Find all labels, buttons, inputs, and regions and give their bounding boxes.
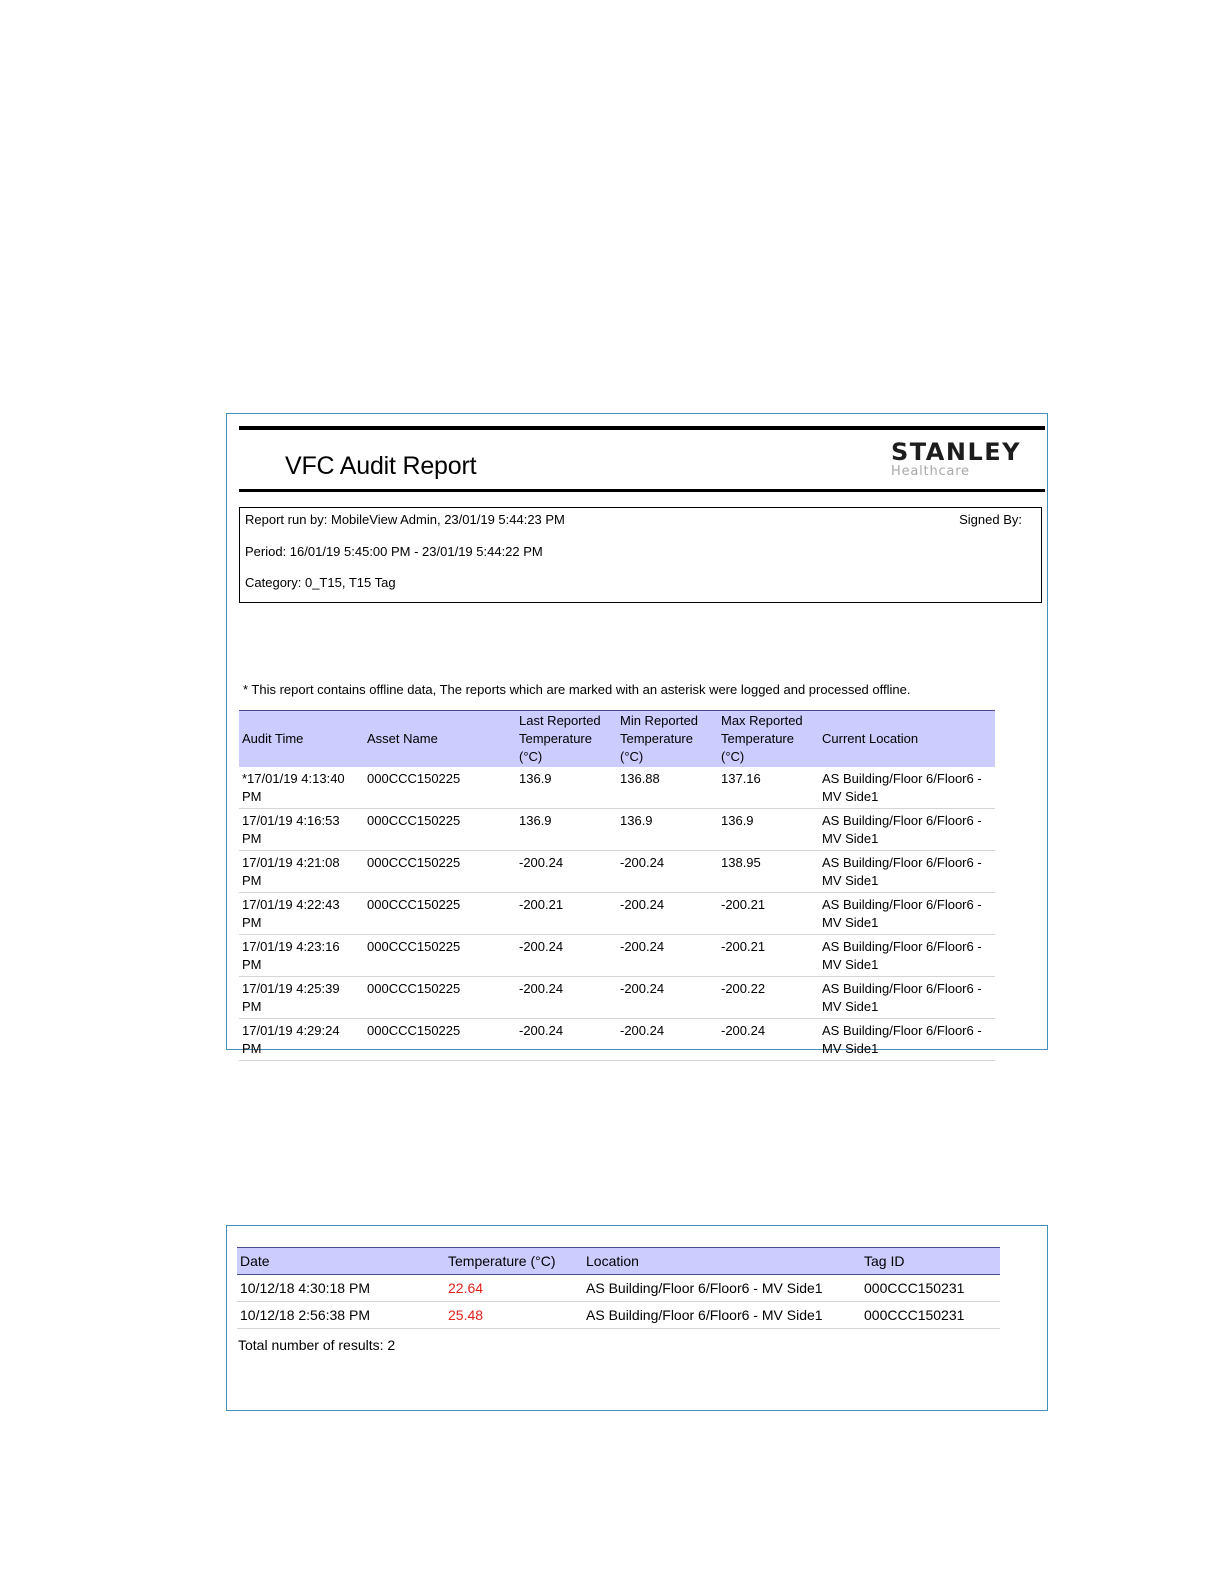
signed-by: Signed By: [959, 512, 1022, 527]
last-temp: 136.9 [516, 809, 617, 851]
report-category: Category: 0_T15, T15 Tag [245, 575, 396, 590]
max-temp: 138.95 [718, 851, 819, 893]
result-tag-id: 000CCC150231 [861, 1302, 1000, 1329]
col-header-audit-time: Audit Time [239, 711, 364, 768]
col-header-last-temp: Last Reported Temperature (°C) [516, 711, 617, 768]
col-header-date: Date [237, 1248, 445, 1275]
results-table [237, 1247, 1000, 1329]
audit-time: 17/01/19 4:22:43 PM [239, 893, 364, 935]
table-row [237, 1275, 1000, 1302]
current-location: AS Building/Floor 6/Floor6 - MV Side1 [819, 1019, 995, 1061]
last-temp: -200.24 [516, 851, 617, 893]
header-top-rule [239, 426, 1045, 430]
logo-main-text: STANLEY [891, 438, 1022, 466]
stanley-logo [891, 440, 1031, 484]
col-header-location: Current Location [819, 711, 995, 768]
audit-time: 17/01/19 4:16:53 PM [239, 809, 364, 851]
max-temp: -200.21 [718, 893, 819, 935]
last-temp: 136.9 [516, 767, 617, 809]
result-tag-id: 000CCC150231 [861, 1275, 1000, 1302]
min-temp: 136.88 [617, 767, 718, 809]
asset-name: 000CCC150225 [364, 893, 516, 935]
asset-name: 000CCC150225 [364, 977, 516, 1019]
table-row [239, 851, 995, 893]
max-temp: -200.21 [718, 935, 819, 977]
col-header-temperature: Temperature (°C) [445, 1248, 583, 1275]
col-header-max-temp: Max Reported Temperature (°C) [718, 711, 819, 768]
table-row [237, 1302, 1000, 1329]
audit-time: 17/01/19 4:25:39 PM [239, 977, 364, 1019]
current-location: AS Building/Floor 6/Floor6 - MV Side1 [819, 767, 995, 809]
asset-name: 000CCC150225 [364, 767, 516, 809]
table-row [239, 935, 995, 977]
min-temp: -200.24 [617, 851, 718, 893]
asset-name: 000CCC150225 [364, 935, 516, 977]
table-row [239, 1019, 995, 1061]
result-temperature: 25.48 [445, 1302, 583, 1329]
current-location: AS Building/Floor 6/Floor6 - MV Side1 [819, 809, 995, 851]
result-location: AS Building/Floor 6/Floor6 - MV Side1 [583, 1302, 861, 1329]
current-location: AS Building/Floor 6/Floor6 - MV Side1 [819, 935, 995, 977]
result-date: 10/12/18 4:30:18 PM [237, 1275, 445, 1302]
last-temp: -200.21 [516, 893, 617, 935]
offline-note: * This report contains offline data, The reports which are marked with an asterisk were logged and processed offline. [243, 682, 911, 697]
table-row [239, 977, 995, 1019]
max-temp: 136.9 [718, 809, 819, 851]
col-header-asset-name: Asset Name [364, 711, 516, 768]
logo-sub-text: Healthcare [891, 464, 970, 479]
table-row [239, 767, 995, 809]
current-location: AS Building/Floor 6/Floor6 - MV Side1 [819, 893, 995, 935]
audit-time: 17/01/19 4:21:08 PM [239, 851, 364, 893]
audit-time: 17/01/19 4:29:24 PM [239, 1019, 364, 1061]
audit-table [239, 710, 995, 1061]
col-header-location: Location [583, 1248, 861, 1275]
result-date: 10/12/18 2:56:38 PM [237, 1302, 445, 1329]
col-header-tag-id: Tag ID [861, 1248, 1000, 1275]
audit-time: *17/01/19 4:13:40 PM [239, 767, 364, 809]
report-title: VFC Audit Report [285, 452, 477, 480]
min-temp: -200.24 [617, 1019, 718, 1061]
results-frame [226, 1225, 1048, 1411]
current-location: AS Building/Floor 6/Floor6 - MV Side1 [819, 977, 995, 1019]
min-temp: -200.24 [617, 893, 718, 935]
results-table-header [237, 1248, 1000, 1275]
col-header-min-temp: Min Reported Temperature (°C) [617, 711, 718, 768]
audit-time: 17/01/19 4:23:16 PM [239, 935, 364, 977]
last-temp: -200.24 [516, 1019, 617, 1061]
audit-report-frame [226, 413, 1048, 1056]
result-temperature: 22.64 [445, 1275, 583, 1302]
audit-table-header [239, 711, 995, 768]
last-temp: -200.24 [516, 935, 617, 977]
max-temp: -200.24 [718, 1019, 819, 1061]
last-temp: -200.24 [516, 977, 617, 1019]
asset-name: 000CCC150225 [364, 809, 516, 851]
result-location: AS Building/Floor 6/Floor6 - MV Side1 [583, 1275, 861, 1302]
asset-name: 000CCC150225 [364, 851, 516, 893]
table-row [239, 893, 995, 935]
header-bottom-rule [239, 489, 1045, 492]
max-temp: -200.22 [718, 977, 819, 1019]
asset-name: 000CCC150225 [364, 1019, 516, 1061]
current-location: AS Building/Floor 6/Floor6 - MV Side1 [819, 851, 995, 893]
min-temp: -200.24 [617, 935, 718, 977]
max-temp: 137.16 [718, 767, 819, 809]
report-run-by: Report run by: MobileView Admin, 23/01/19 5:44:23 PM [245, 512, 565, 527]
total-results: Total number of results: 2 [238, 1337, 396, 1353]
report-info-box [239, 507, 1042, 603]
min-temp: -200.24 [617, 977, 718, 1019]
min-temp: 136.9 [617, 809, 718, 851]
table-row [239, 809, 995, 851]
report-period: Period: 16/01/19 5:45:00 PM - 23/01/19 5:44:22 PM [245, 544, 543, 559]
